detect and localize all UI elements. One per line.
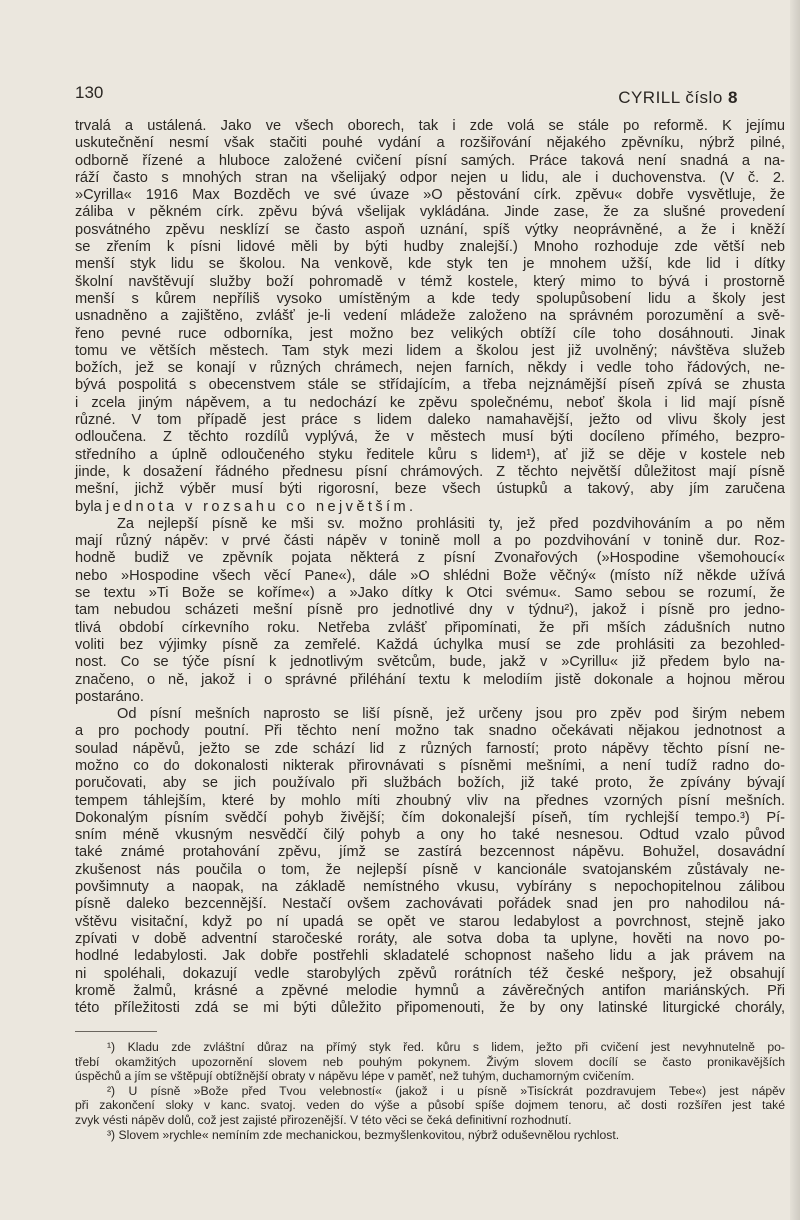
text-line <box>75 637 785 654</box>
text-line <box>75 931 785 948</box>
line-text: ni spoléhali, dokazují vedle starobylých zpěvů rorátních též české nešpory, jež obsahují <box>75 965 785 982</box>
line-text: záliba v pěkném círk. zpěvu bývá všelijak vykládána. Jinde zase, že za slušné provedení <box>75 204 785 221</box>
line-text: odborně řízené a hluboce založené cvičení písní samých. Práce taková není snadná a na- <box>75 152 785 169</box>
text-line <box>75 672 785 689</box>
text-line <box>75 983 785 1000</box>
line-text: hodlné ledabylosti. Jak dobře postřehli skladatelé schopnost našeho lidu a jak právem na <box>75 948 785 965</box>
text-line <box>75 377 785 394</box>
text-line <box>75 896 785 913</box>
line-text: povšimnuty a naopak, na základě nemístného vkusu, vybírány s nepochopitelnou zálibou <box>75 879 785 896</box>
line-text: Za nejlepší písně ke mši sv. možno prohlásiti ty, jež před pozdvihováním a po něm <box>117 515 785 532</box>
line-text: zpívati v době adventní staročeské roráty, ale sotva doba ta uplyne, hověti na novo po- <box>75 930 785 947</box>
text-line <box>75 395 785 412</box>
text-line <box>75 343 785 360</box>
text-line <box>75 412 785 429</box>
text-line <box>75 827 785 844</box>
line-text: značeno, o ně, jakož i o správné přiléhání textu k melodiím jistě dokonale a hojnou měrou <box>75 671 785 688</box>
text-line <box>75 274 785 291</box>
line-text: se zřením k písni lidové měli by býti hudby znalejší.) Mnoho rozhoduje zde větší neb <box>75 239 785 256</box>
text-line <box>75 810 785 827</box>
text-line <box>75 723 785 740</box>
line-text: nebo »Hospodine všech věcí Pane«), dále »O shlédni Bože věčný« (místo níž někde užívá <box>75 567 785 584</box>
paragraph <box>75 706 785 1017</box>
line-text: této příležitosti zdá se mi býti důležito připomenouti, že by ony latinské liturgické chorály, <box>75 1000 785 1017</box>
line-text: tomu ve větších městech. Tam styk mezi lidem a školou jest již uvolněný; návštěva služeb <box>75 342 785 359</box>
line-text: usnadněno a zajištěno, zvlášť je-li vedení mládeže založeno na správném porozumění a svě- <box>75 308 785 325</box>
emphasized-text: jednota v rozsahu co největším. <box>105 498 417 515</box>
line-text: byla <box>75 498 102 515</box>
line-text: tlivá období církevního roku. Netřeba zvlášť připomínati, že při mších zádušních nutno <box>75 619 785 636</box>
text-line <box>75 966 785 983</box>
line-text: i zcela jiným nápěvem, a tu nedochází ke zpěvu společnému, neboť škola i lid mají písně <box>75 394 785 411</box>
line-text: tempem táhlejším, které by mohlo míti zhoubný vliv na přednes vzorných písní mešních. <box>75 792 785 809</box>
footnote <box>75 1128 785 1143</box>
text-line <box>75 118 785 135</box>
line-text: Od písní mešních naprosto se liší písně, jež určeny jsou pro zpěv pod širým nebem <box>117 706 785 723</box>
text-line <box>75 620 785 637</box>
line-text: nost. Co se týče písní k jednotlivým světcům, bude, jakž v »Cyrillu« již předem bylo na- <box>75 654 785 671</box>
line-text: mešní, jichž výběr musí býti rigorosní, beze všech ústupků a takový, aby jím zaručena <box>75 481 785 498</box>
text-line <box>75 844 785 861</box>
line-text: odloučena. Z těchto rozdílů vyplývá, že v městech musí býti docíleno přímého, bezpro- <box>75 429 785 446</box>
text-line <box>75 862 785 879</box>
page-edge-shadow <box>790 0 800 1220</box>
footnote-line: zvyk vésti nápěv dolů, což jest zajisté přirozenější. V této věci se čeká definitivní rozhodnutí. <box>75 1112 572 1127</box>
text-line <box>75 308 785 325</box>
issue-label: číslo <box>685 88 723 107</box>
line-text: soulad nápěvů, ježto se zde schází lid z různých farností; proto nápěvy těchto písní ne- <box>75 740 785 757</box>
line-text: také známé protahování zpěvu, jímž se zastírá bezcennost nápěvu. Bohužel, dosavádní <box>75 844 785 861</box>
line-text: vštěvu visitační, když po ní upadá se opět ve starou ledabylost a povrchnost, stejně jako <box>75 913 785 930</box>
text-line <box>75 153 785 170</box>
text-line <box>75 135 785 152</box>
line-text: možno co do dokonalosti nikterak přirovnávati s písněmi mešními, a není tudíž radno do- <box>75 757 785 774</box>
text-line <box>75 499 785 516</box>
text-line <box>75 585 785 602</box>
issue-number: 8 <box>728 88 738 107</box>
line-text: zkušenost nás poučila o tom, že nejlepší písně v kancionále svatojanském zůstávaly ne- <box>75 861 785 878</box>
text-line <box>75 1000 785 1017</box>
text-line <box>75 654 785 671</box>
text-line <box>75 239 785 256</box>
line-text: školní navštěvují služby boží pohromadě v témž kostele, který mimo to bývá i prostorně <box>75 273 785 290</box>
text-line <box>75 187 785 204</box>
line-text: menší styk lidu se školou. Na venkově, kde styk ten je mnohem užší, kde lid i dítky <box>75 256 785 273</box>
paragraph <box>75 118 785 516</box>
text-line <box>75 568 785 585</box>
text-line <box>75 360 785 377</box>
line-text: postaráno. <box>75 688 144 705</box>
line-text: jinde, k dosažení řádného přednesu písní chrámových. Z těchto největší důležitost mají písně <box>75 463 785 480</box>
paragraph <box>75 516 785 706</box>
line-text: kromě žalmů, krásné a zpěvné melodie hymnů a závěrečných antifon mariánských. Při <box>75 982 785 999</box>
text-line <box>75 602 785 619</box>
line-text: hodně budiž ve zpěvník pojata některá z písní Zvonařových (»Hospodine všemohoucí« <box>75 550 785 567</box>
footnote-line: úspěchů a jím se vštěpují obtížnější obraty v nápěvu lépe v paměť, než tuhým, duchamorným cvičením. <box>75 1069 635 1084</box>
text-line <box>75 447 785 464</box>
text-line <box>75 948 785 965</box>
text-line <box>75 429 785 446</box>
footnote-line: ²) U písně »Bože před Tvou velebností« (jakož i u písně »Tisíckrát pozdravujem Tebe«) jest nápěv <box>107 1083 785 1098</box>
line-text: řeno pevné ruce odborníka, jest možno bez velikých obtíží cíle toho dosáhnouti. Jinak <box>75 325 785 342</box>
footnote-line: třebí okamžitých upozornění slovem neb pouhým pokynem. Živým slovem docílí se často pronikavějších <box>75 1054 785 1069</box>
text-line <box>75 793 785 810</box>
footnote <box>75 1084 785 1128</box>
footnote-rule <box>75 1031 157 1032</box>
line-text: tam nebudou scházeti mešní písně pro jednotlivé dny v týdnu²), jakož i písně pro jedno- <box>75 602 785 619</box>
line-text: ráží často s mnohých stran na všelijaký odpor nejen u lidu, ale i duchovenstva. (V č. 2. <box>75 169 785 186</box>
line-text: Dokonalým písním svědčí pohyb živější; čím dokonalejší píseň, tím rychlejší tempo.³) Pí- <box>75 809 785 826</box>
line-text: se textu »Ti Bože se koříme«) a »Jako dítky k Otci svému«. Samo sebou se rozumí, že <box>75 585 785 602</box>
footnote-line: ³) Slovem »rychle« nemíním zde mechanickou, bezmyšlenkovitou, nýbrž oduševnělou rychlost. <box>107 1127 620 1142</box>
text-line <box>75 533 785 550</box>
text-line <box>75 914 785 931</box>
line-text: mají různý nápěv: v prvé části nápěv v tonině moll a po pozdvihování v tonině dur. Roz- <box>75 533 785 550</box>
line-text: sním méně vkusným nesvědčí čilý pohyb a ony ho také nesnesou. Odtud vzalo původ <box>75 827 785 844</box>
line-text: božích, jež se konají v různých chrámech, nejen farních, někdy i vedle toho řádových, ne- <box>75 360 785 377</box>
text-line <box>75 291 785 308</box>
line-text: poručovati, aby se jich používalo při službách božích, již také proto, že zpívány bývají <box>75 775 785 792</box>
line-text: voliti bez výjimky písně za zemřelé. Každá úchylka musí se zde prohlásiti za bezohled- <box>75 636 785 653</box>
text-line <box>75 741 785 758</box>
running-header <box>618 88 738 108</box>
line-text: středního a úplně odloučeného styku ředitele kůru s lidem¹), ať již se děje v kostele neb <box>75 446 785 463</box>
text-line <box>75 170 785 187</box>
line-text: menší s kůrem nepříliš vysoko umístěným a kde tedy spolupůsobení lidu a školy jest <box>75 290 785 307</box>
footnote-line: ¹) Kladu zde zvláštní důraz na přímý styk řed. kůru s lidem, ježto při cvičení jest nevyhnutelně po- <box>107 1040 785 1054</box>
line-text: písně daleko bezcennější. Nestačí ovšem zachovávati pořádek snad jen pro nahodilou ná- <box>75 896 785 913</box>
footnotes <box>75 1040 785 1142</box>
text-line <box>75 481 785 498</box>
text-line <box>75 204 785 221</box>
text-line <box>75 775 785 792</box>
text-line <box>75 256 785 273</box>
text-line <box>75 516 785 533</box>
footnote-line: při zakončení sloky v kanc. svatoj. veden do výše a působí spíše dojmem tenoru, ač dosti rozšířen jest také <box>75 1098 785 1113</box>
text-line <box>75 706 785 723</box>
text-line <box>75 689 785 706</box>
line-text: »Cyrilla« 1916 Max Bozděch ve své úvaze »O pěstování círk. zpěvu« dobře vysvětluje, že <box>75 187 785 204</box>
line-text: uskutečnění nesmí však stačiti pouhé vydání a rozšiřování nějakého zpěvníku, nýbrž pilné, <box>75 135 785 152</box>
line-text: různé. V tom případě jest práce s lidem daleko namahavější, ježto od vlivu školy jest <box>75 412 785 429</box>
text-line <box>75 222 785 239</box>
text-line <box>75 879 785 896</box>
text-line <box>75 326 785 343</box>
journal-title: CYRILL <box>618 88 681 107</box>
line-text: bývá pospolitá s obecenstvem stále se střídajícím, a třeba nejznámější píseň zpívá se zhusta <box>75 377 785 394</box>
line-text: a pro pochody poutní. Při těchto není možno tak snadno očekávati nějakou jednotnost a <box>75 723 785 740</box>
footnote <box>75 1040 785 1084</box>
text-line <box>75 550 785 567</box>
text-line <box>75 464 785 481</box>
article-body <box>75 118 785 1017</box>
line-text: trvalá a ustálená. Jako ve všech oborech, tak i zde volá se stále po reformě. K jejímu <box>75 118 785 134</box>
line-text: posvátného zpěvu nesklízí se často aspoň uznání, spíš výtky neoprávněné, a že i kněží <box>75 221 785 238</box>
page-number: 130 <box>75 83 104 102</box>
text-line <box>75 758 785 775</box>
